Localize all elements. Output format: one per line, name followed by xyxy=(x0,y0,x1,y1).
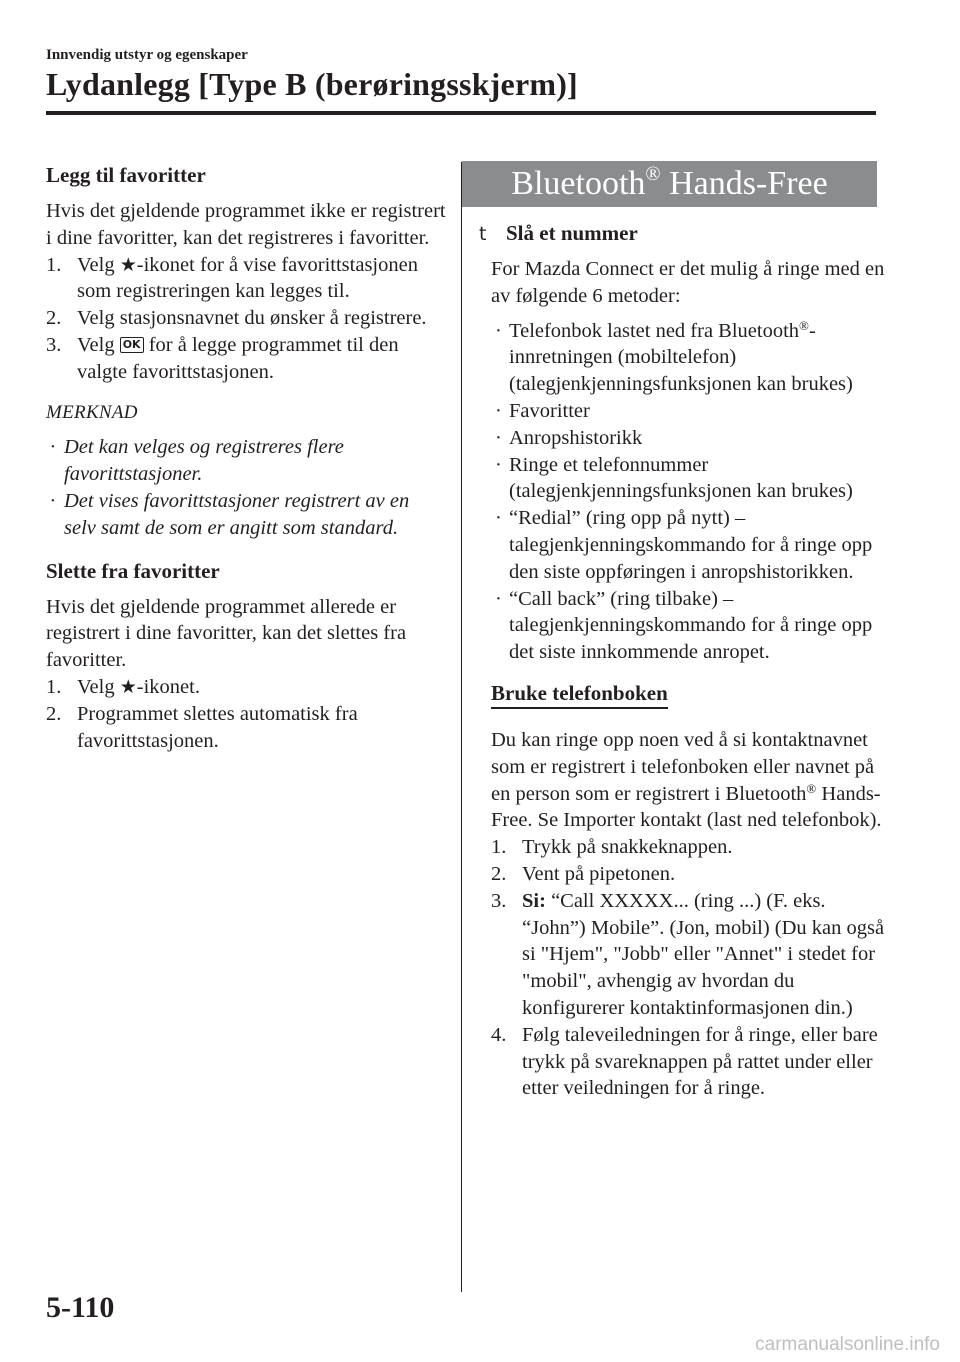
list-item: 2. Velg stasjonsnavnet du ønsker å registrere. xyxy=(46,307,427,330)
left-column xyxy=(46,160,446,754)
note-list xyxy=(46,434,446,541)
column-divider xyxy=(461,162,462,1292)
add-favorites-steps xyxy=(46,252,446,386)
list-item: 1. Velg ★-ikonet for å vise favorittstasjonen som registreringen kan legges til. xyxy=(46,253,418,303)
add-favorites-intro: Hvis det gjeldende programmet ikke er registrert i dine favoritter, kan det registreres i favoritter. xyxy=(46,200,446,249)
add-favorites-heading: Legg til favoritter xyxy=(46,163,206,187)
list-item: · Telefonbok lastet ned fra Bluetooth®-innretningen (mobiltelefon) (talegjenkjenningsfunksjonen kan brukes) xyxy=(495,317,853,396)
list-item: · Det kan velges og registreres flere favorittstasjoner. xyxy=(50,436,344,486)
page-number: 5-110 xyxy=(46,1291,115,1324)
dial-intro: For Mazda Connect er det mulig å ringe med en av følgende 6 metoder: xyxy=(491,258,885,307)
section-marker-icon: t xyxy=(479,223,487,245)
list-item: 1. Trykk på snakkeknappen. xyxy=(491,836,733,859)
delete-favorites-heading: Slette fra favoritter xyxy=(46,558,220,583)
note-heading: MERKNAD xyxy=(46,401,138,423)
delete-favorites-intro: Hvis det gjeldende programmet allerede er registrert i dine favoritter, kan det slettes fra favoritter. xyxy=(46,595,407,672)
right-column xyxy=(479,218,891,1102)
list-item: 2. Programmet slettes automatisk fra favorittstasjonen. xyxy=(46,702,358,752)
page-title: Lydanlegg [Type B (berøringsskjerm)] xyxy=(46,66,578,102)
list-item: 1. Velg ★-ikonet. xyxy=(46,675,200,698)
header-divider xyxy=(46,111,876,115)
list-item: · Ringe et telefonnummer (talegjenkjenningsfunksjonen kan brukes) xyxy=(495,453,853,503)
list-item: · Det vises favorittstasjoner registrert av en selv samt de som er angitt som standard. xyxy=(50,489,410,539)
dial-methods-list xyxy=(491,318,891,666)
ok-icon: OK xyxy=(120,337,144,353)
star-icon: ★ xyxy=(119,253,137,276)
list-item: · “Redial” (ring opp på nytt) – talegjenkjenningskommando for å ringe opp den siste oppføringen i anropshistorikken. xyxy=(495,507,873,583)
list-item: · “Call back” (ring tilbake) – talegjenkjenningskommando for å ringe opp det siste innkommende anropet. xyxy=(495,587,873,664)
phonebook-heading: Bruke telefonboken xyxy=(491,680,668,709)
phonebook-steps xyxy=(491,834,891,1102)
bluetooth-hands-free-banner: Bluetooth® Hands-Free xyxy=(462,161,877,207)
list-item: · Favoritter xyxy=(495,399,590,422)
list-item: 3. Velg OK for å legge programmet til den valgte favorittstasjonen. xyxy=(46,333,399,383)
list-item: · Anropshistorikk xyxy=(495,426,643,449)
star-icon: ★ xyxy=(119,675,137,698)
list-item: 3. Si: “Call XXXXX... (ring ...) (F. eks. “John”) Mobile”. (Jon, mobil) (Du kan også si "Hjem", "Jobb" eller "Annet" i stedet for "mobil", avhengig av hvordan du konfigurerer kontaktinformasjonen din.) xyxy=(491,889,885,1019)
section-header: Innvendig utstyr og egenskaper xyxy=(46,47,248,63)
dial-number-heading: t Slå et nummer xyxy=(491,218,891,248)
list-item: 4. Følg taleveiledningen for å ringe, eller bare trykk på svareknappen på rattet under eller etter veiledningen for å ringe. xyxy=(491,1023,878,1100)
delete-favorites-steps xyxy=(46,674,446,754)
phonebook-intro: Du kan ringe opp noen ved å si kontaktnavnet som er registrert i telefonboken eller navnet på en person som er registrert i Bluetooth® Hands-Free. Se Importer kontakt (last ned telefonbok). xyxy=(491,728,882,832)
list-item: 2. Vent på pipetonen. xyxy=(491,862,676,885)
watermark: carmanualsonline.info xyxy=(755,1334,940,1355)
